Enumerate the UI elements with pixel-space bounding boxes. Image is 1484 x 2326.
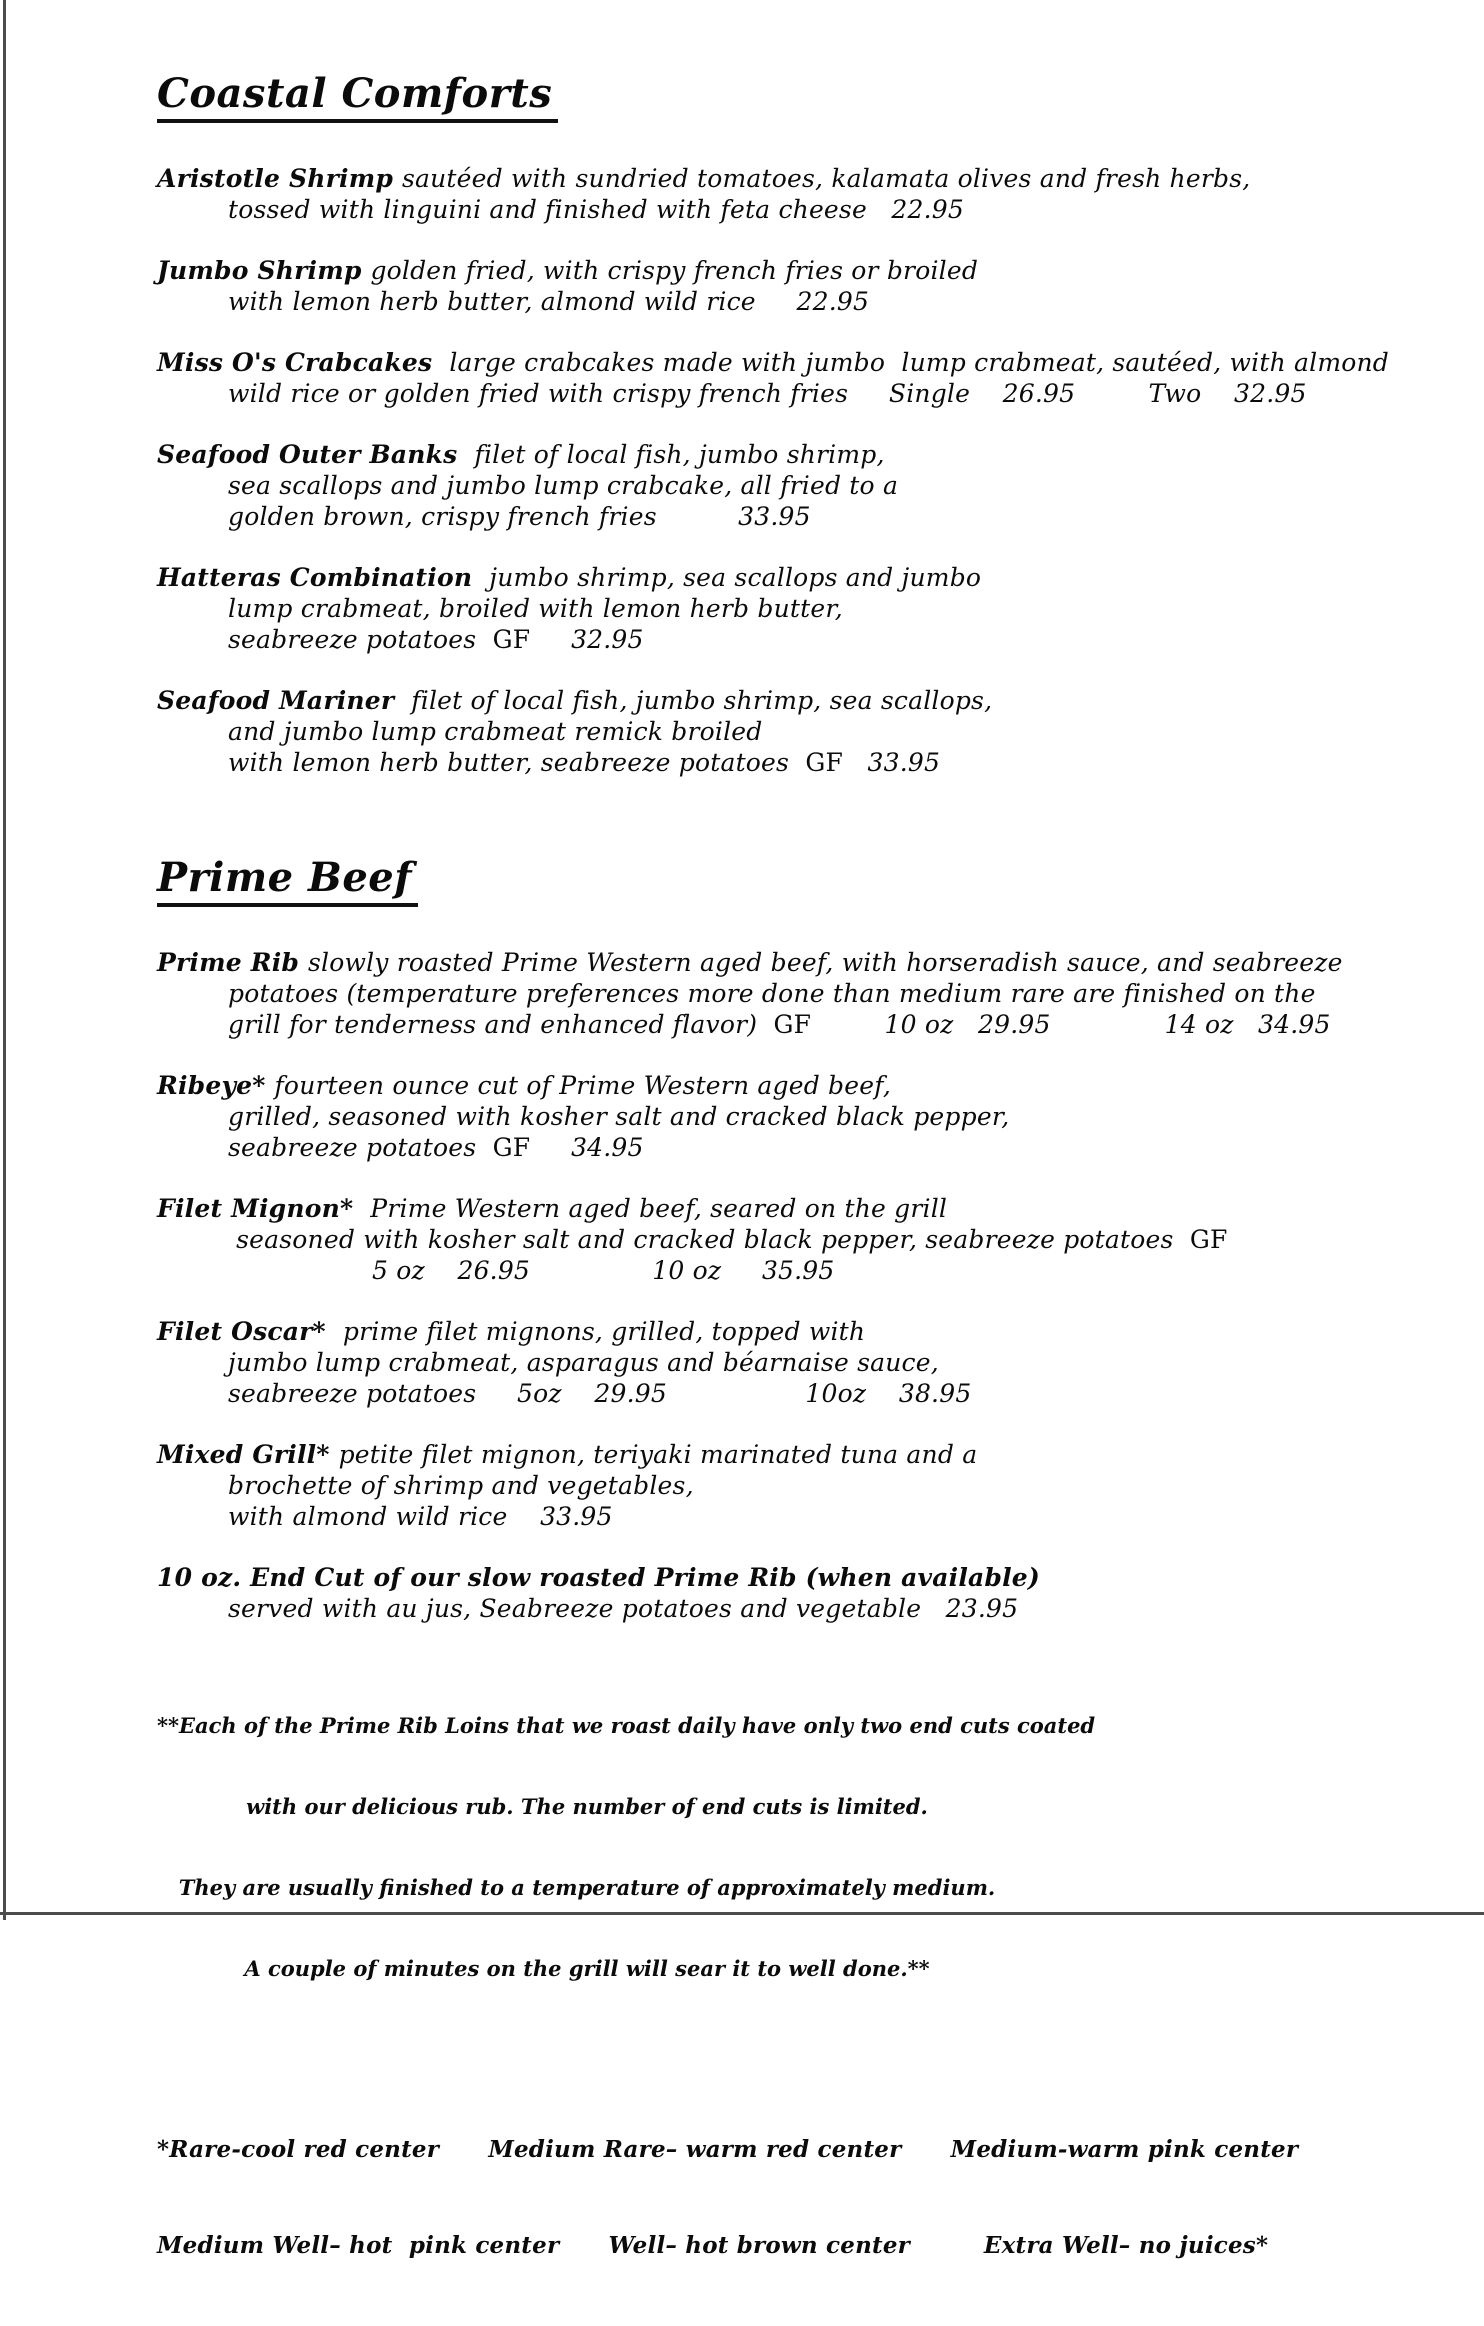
menu-item-line: [157, 685, 1447, 716]
section-title-prime-beef: Prime Beef: [157, 854, 418, 907]
menu-item-text: brochette of shrimp and vegetables,: [228, 1471, 694, 1500]
footnote-line: They are usually finished to a temperature of approximately medium.: [178, 1875, 996, 1900]
menu-item-name: Filet Mignon*: [157, 1194, 363, 1223]
menu-item-text: grill for tenderness and enhanced flavor): [228, 1010, 774, 1039]
menu-item-line: [157, 747, 1447, 778]
menu-item-line: [157, 439, 1447, 470]
menu-item-text: seasoned with kosher salt and cracked black pepper, seabreeze potatoes: [228, 1225, 1182, 1254]
gluten-free-mark: GF: [797, 748, 852, 777]
temperature-legend: [157, 2070, 1447, 2326]
menu-item-text: 33.95: [851, 748, 941, 777]
menu-item-line: [157, 1316, 1447, 1347]
gluten-free-mark: GF: [484, 625, 539, 654]
menu-item-text: fourteen ounce cut of Prime Western aged beef,: [274, 1071, 891, 1100]
menu-item-text: sea scallops and jumbo lump crabcake, all fried to a: [228, 471, 899, 500]
menu-item: [157, 255, 1447, 317]
menu-item: [157, 1193, 1447, 1286]
menu-item-text: potatoes (temperature preferences more done than medium rare are finished on the: [228, 979, 1316, 1008]
menu-item-text: and jumbo lump crabmeat remick broiled: [228, 717, 763, 746]
menu-item-text: petite filet mignon, teriyaki marinated tuna and a: [338, 1440, 978, 1469]
gluten-free-mark: GF: [484, 1133, 539, 1162]
menu-item: [157, 1070, 1447, 1163]
menu-item-text: filet of local fish, jumbo shrimp,: [466, 440, 885, 469]
menu-item-text: grilled, seasoned with kosher salt and cracked black pepper,: [228, 1102, 1010, 1131]
menu-item-line: [157, 255, 1447, 286]
page-left-edge-line: [3, 0, 6, 1920]
menu-item-name: Miss O's Crabcakes: [157, 348, 442, 377]
legend-line: *Rare-cool red center Medium Rare– warm red center Medium-warm pink center: [157, 2136, 1299, 2163]
menu-item-text: 32.95: [538, 625, 644, 654]
menu-item-text: wild rice or golden fried with crispy french fries Single 26.95 Two 32.95: [228, 379, 1307, 408]
menu-item-line: [157, 947, 1447, 978]
menu-item-line: [157, 286, 1447, 317]
menu-item-text: seabreeze potatoes: [228, 625, 485, 654]
menu-item-text: lump crabmeat, broiled with lemon herb butter,: [228, 594, 843, 623]
menu-item-line: [157, 501, 1447, 532]
prime-beef-items: [157, 947, 1447, 1624]
section-title-coastal-comforts: Coastal Comforts: [157, 70, 558, 123]
menu-item-line: [157, 978, 1447, 1009]
menu-item-line: [157, 1132, 1447, 1163]
menu-content: [157, 70, 1447, 2326]
footnote-line: with our delicious rub. The number of end cuts is limited.: [246, 1794, 928, 1819]
menu-item-line: [157, 1193, 1447, 1224]
menu-item-name: Prime Rib: [157, 948, 308, 977]
gluten-free-mark: GF: [773, 1010, 812, 1039]
menu-item-name: Filet Oscar*: [157, 1317, 335, 1346]
menu-item-text: 34.95: [538, 1133, 644, 1162]
menu-item-line: [157, 347, 1447, 378]
menu-item-line: [157, 624, 1447, 655]
menu-item-line: [157, 562, 1447, 593]
menu-item-name: Aristotle Shrimp: [157, 164, 402, 193]
menu-item: [157, 439, 1447, 532]
menu-item-text: filet of local fish, jumbo shrimp, sea scallops,: [403, 686, 993, 715]
menu-item-text: 10 oz 29.95 14 oz 34.95: [811, 1010, 1331, 1039]
prime-rib-footnote: [157, 1658, 1096, 2036]
menu-item: [157, 1316, 1447, 1409]
legend-line: Medium Well– hot pink center Well– hot brown center Extra Well– no juices*: [157, 2232, 1269, 2259]
menu-item-text: golden fried, with crispy french fries or broiled: [370, 256, 979, 285]
menu-item-text: sautéed with sundried tomatoes, kalamata olives and fresh herbs,: [401, 164, 1251, 193]
menu-item-line: [157, 1224, 1447, 1255]
menu-item-line: [157, 1439, 1447, 1470]
menu-item: [157, 685, 1447, 778]
menu-item: [157, 163, 1447, 225]
menu-item-text: served with au jus, Seabreeze potatoes and vegetable 23.95: [228, 1594, 1019, 1623]
menu-item-text: seabreeze potatoes: [228, 1133, 485, 1162]
menu-item-text: prime filet mignons, grilled, topped with: [334, 1317, 866, 1346]
footnote-line: **Each of the Prime Rib Loins that we roast daily have only two end cuts coated: [157, 1713, 1096, 1738]
menu-item-text: with lemon herb butter, almond wild rice 22.95: [228, 287, 870, 316]
menu-item: [157, 562, 1447, 655]
menu-item-name: Seafood Outer Banks: [157, 440, 467, 469]
menu-item-text: with almond wild rice 33.95: [228, 1502, 613, 1531]
menu-item-name: Ribeye*: [157, 1071, 275, 1100]
menu-item-text: tossed with linguini and finished with feta cheese 22.95: [228, 195, 964, 224]
footnote-line: A couple of minutes on the grill will sear it to well done.**: [244, 1956, 930, 1981]
menu-item-text: large crabcakes made with jumbo lump crabmeat, sautéed, with almond: [441, 348, 1389, 377]
menu-item-line: [157, 1101, 1447, 1132]
coastal-comforts-items: [157, 163, 1447, 778]
menu-item-name: Seafood Mariner: [157, 686, 404, 715]
menu-item-line: [157, 163, 1447, 194]
menu-item-line: [157, 1255, 1447, 1286]
menu-item-text: jumbo shrimp, sea scallops and jumbo: [481, 563, 982, 592]
menu-item-text: seabreeze potatoes 5oz 29.95 10oz 38.95: [228, 1379, 972, 1408]
menu-item: [157, 947, 1447, 1040]
menu-item-line: [157, 1009, 1447, 1040]
menu-item-line: [157, 378, 1447, 409]
menu-item-name: 10 oz. End Cut of our slow roasted Prime Rib (when available): [157, 1563, 1040, 1592]
menu-item: [157, 1562, 1447, 1624]
menu-item: [157, 1439, 1447, 1532]
menu-item-line: [157, 716, 1447, 747]
menu-item-line: [157, 470, 1447, 501]
menu-item-line: [157, 593, 1447, 624]
menu-item: [157, 347, 1447, 409]
menu-item-line: [157, 1470, 1447, 1501]
menu-item-line: [157, 194, 1447, 225]
menu-item-text: Prime Western aged beef, seared on the grill: [362, 1194, 948, 1223]
menu-item-line: [157, 1562, 1447, 1593]
menu-item-line: [157, 1501, 1447, 1532]
menu-item-text: slowly roasted Prime Western aged beef, with horseradish sauce, and seabreeze: [308, 948, 1343, 977]
menu-item-name: Mixed Grill*: [157, 1440, 339, 1469]
menu-item-name: Hatteras Combination: [157, 563, 482, 592]
menu-item-text: with lemon herb butter, seabreeze potatoes: [228, 748, 798, 777]
menu-item-text: jumbo lump crabmeat, asparagus and béarnaise sauce,: [228, 1348, 939, 1377]
menu-item-text: 5 oz 26.95 10 oz 35.95: [372, 1256, 835, 1285]
menu-item-text: golden brown, crispy french fries 33.95: [228, 502, 811, 531]
menu-item-name: Jumbo Shrimp: [157, 256, 371, 285]
menu-item-line: [157, 1347, 1447, 1378]
menu-item-line: [157, 1070, 1447, 1101]
gluten-free-mark: GF: [1181, 1225, 1228, 1254]
menu-item-line: [157, 1378, 1447, 1409]
menu-item-line: [157, 1593, 1447, 1624]
